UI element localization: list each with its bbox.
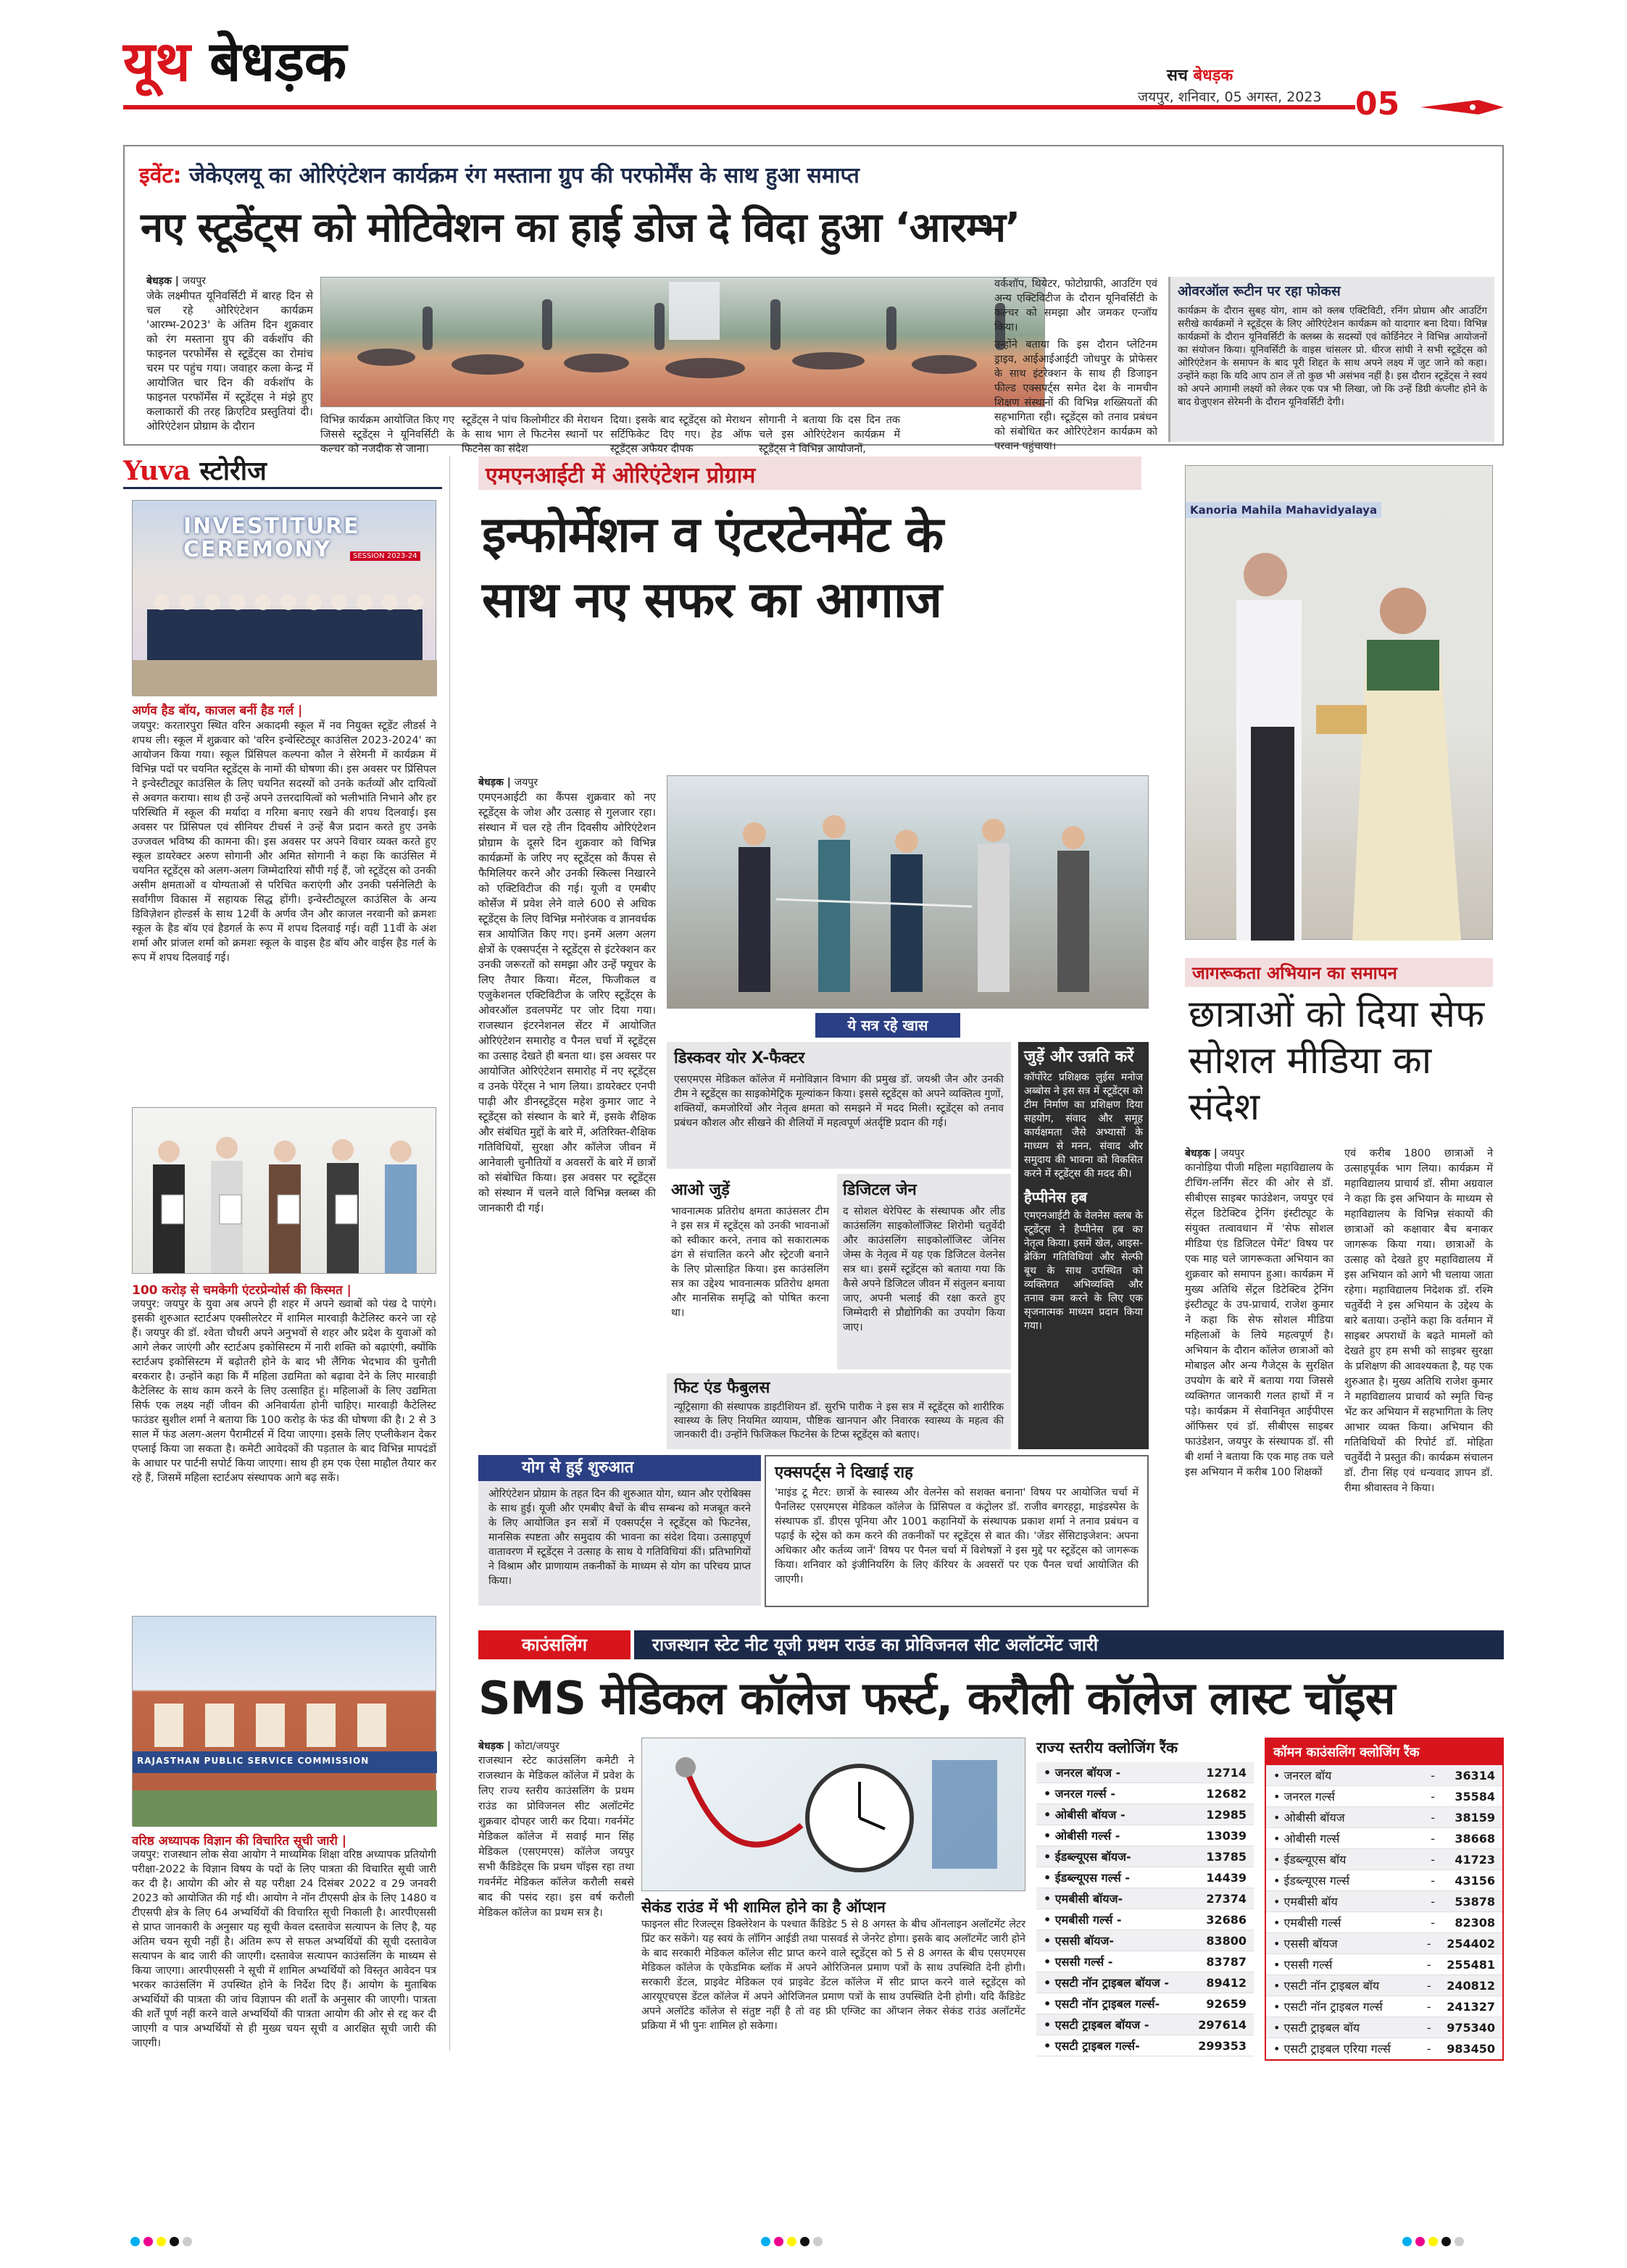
state-rank-row — [1036, 1804, 1254, 1825]
category: • एसटी ट्राइबल गर्ल्स- — [1044, 2039, 1140, 2053]
brand-word-1: यूथ — [123, 29, 191, 93]
common-rank-row — [1266, 2038, 1502, 2059]
neet-byline-paper: बेधड़क — [478, 1740, 504, 1752]
happiness-text: एमएनआईटी के वेलनेस क्लब के स्टूडेंट्स ने हैप्पीनेस हब का नेतृत्व किया। इसमें खेल, आइस-ब्रेकिंग गतिविधियां और सेल्फी बूथ के साथ उपस्थित को व्यक्तिगत अभिव्यक्ति और तनाव कम करने के लिए एक सृजनात्मक माध्यम प्रदान किया गया। — [1024, 1210, 1143, 1332]
masthead-rule — [123, 105, 1355, 109]
closing-rank: 240812 — [1447, 1978, 1495, 1993]
category: • एससी गर्ल्स - — [1044, 1955, 1113, 1969]
story-2-title: 100 करोड़ से चमकेगी एंटरप्रेन्योर्स की किस्मत | — [132, 1283, 351, 1298]
common-rank-row — [1266, 1954, 1502, 1975]
join-grow-box — [1018, 1042, 1149, 1449]
black-dot — [170, 2237, 179, 2246]
join-grow-title: जुड़ें और उन्नति करें — [1024, 1048, 1134, 1066]
fit-title: फिट एंड फैबुलस — [674, 1379, 770, 1397]
join-grow-text: कॉर्पोरेट प्रशिक्षक लुईस मनोज अब्बोस ने इस सत्र में स्टूडेंट्स को टीम निर्माण का प्रशिक्षण दिया सहयोग, संवाद और समूह कार्यक्षमता जैसे अभ्यासों के माध्यम से मनन, संवाद और समुदाय की भावना को विकसित करने में स्टूडेंट्स की मदद की। — [1024, 1072, 1143, 1180]
common-rank-row — [1266, 1975, 1502, 1996]
category: • एसटी नॉन ट्राइबल बॉयज - — [1044, 1976, 1169, 1990]
yuva-stories — [123, 456, 442, 2072]
mnit-headline-line-2: साथ नए सफर का आगाज — [482, 572, 941, 629]
common-rank-row — [1266, 1807, 1502, 1828]
mnit-kicker: एमएनआईटी में ओरिएंटेशन प्रोग्राम — [478, 456, 1141, 490]
magenta-dot — [143, 2237, 153, 2246]
cyan-dot — [1402, 2237, 1412, 2246]
grey-dot — [1455, 2237, 1464, 2246]
digital-gen-box — [837, 1174, 1011, 1369]
category: • ईडब्ल्यूएस गर्ल्स — [1273, 1874, 1350, 1888]
yuva-label-en: Yuva — [123, 456, 191, 486]
col-4: दिया। इसके बाद स्टूडेंट्स को मेराथन सर्टिफिकेट दिए गए। हेड ऑफ स्टूडेंट्स अफेयर दीपक — [610, 414, 752, 455]
category: • एससी बॉयज- — [1044, 1934, 1115, 1948]
closing-rank: 89412 — [1206, 1975, 1247, 1990]
story-kanoria — [1167, 456, 1504, 1612]
category: • ओबीसी बॉयज — [1273, 1811, 1345, 1825]
happiness-title: हैप्पीनेस हब — [1024, 1188, 1087, 1206]
closing-rank: 92659 — [1206, 1996, 1247, 2011]
story-jklu — [123, 145, 1504, 455]
neet-band: राजस्थान स्टेट नीट यूजी प्रथम राउंड का प्रोविजनल सीट अलॉटमेंट जारी — [634, 1630, 1504, 1659]
category: • एसटी नॉन ट्राइबल गर्ल्स — [1273, 2000, 1383, 2014]
registration-marks-center — [761, 2235, 826, 2249]
kanoria-sign: Kanoria Mahila Mahavidyalaya — [1186, 502, 1381, 518]
second-round-title: सेकंड राउंड में भी शामिल होने का है ऑप्शन — [641, 1898, 886, 1916]
byline-paper: बेधड़क — [146, 275, 172, 287]
separator: - — [1426, 1978, 1431, 1993]
common-rank-row — [1266, 1933, 1502, 1954]
closing-rank: 83800 — [1206, 1933, 1247, 1948]
closing-rank: 255481 — [1447, 1957, 1495, 1972]
state-rank-row — [1036, 1867, 1254, 1888]
mnit-photo — [667, 775, 1149, 1009]
separator: - — [1431, 1768, 1436, 1783]
x-factor-box — [667, 1042, 1011, 1169]
category: • ओबीसी गर्ल्स — [1273, 1832, 1340, 1846]
story-1-title: अर्णव हैड बॉय, काजल बनीं हैड गर्ल | — [132, 704, 303, 718]
kanoria-byline-city: जयपुर — [1220, 1148, 1244, 1159]
closing-rank: 254402 — [1447, 1936, 1495, 1951]
join-title: आओ जुड़ें — [671, 1181, 730, 1199]
x-factor-title: डिस्कवर योर X-फैक्टर — [674, 1049, 805, 1067]
closing-rank: 983450 — [1447, 2041, 1495, 2056]
col-2: विभिन्न कार्यक्रम आयोजित किए गए जिससे स्टूडेंट्स ने यूनिवर्सिटी के कल्चर को नजदीक से जाना। — [320, 414, 454, 455]
cyan-dot — [130, 2237, 140, 2246]
story-mnit — [460, 456, 1156, 1587]
closing-rank: 975340 — [1447, 2020, 1495, 2035]
session-label: SESSION 2023-24 — [350, 551, 420, 561]
category: • जनरल गर्ल्स — [1273, 1790, 1335, 1804]
common-rank-row — [1266, 1765, 1502, 1786]
separator: - — [1426, 2041, 1431, 2056]
neet-byline-city: कोटा/जयपुर — [514, 1740, 559, 1752]
story-2-text: जयपुर: जयपुर के युवा अब अपने ही शहर में अपने ख्वाबों को पंख दे पाएंगे। इसकी शुरुआत स्टार्टअप एक्सीलरेटर में शामिल मारवाड़ी कैटेलिस्ट करने जा रहे हैं। जयपुर की डॉ. श्वेता चौधरी अपने अनुभवों से शहर और प्रदेश के युवाओं को आगे लेकर जाएंगी और स्टार्टअप इकोसिस्टम में नारी शक्ति को बढ़ाएंगी, क्योंकि स्टार्टअप इकोसिस्टम में बढ़ोतरी होने के बाद भी लैंगिक भेदभाव की चुनौती बरकरार है। उन्होंने कहा कि मैं महिला उद्यमिता को बढ़ावा देने के लिए मारवाड़ी कैटेलिस्ट के साथ काम करने के लिए उत्साहित हूं। महिलाओं के लिए उद्यमिता सिर्फ एक लक्ष्य नहीं जीवन की अनिवार्यता होनी चाहिए। मारवाड़ी कैटेलिस्ट फाउंडर सुशील शर्मा ने बताया कि 100 करोड़ के फंड की घोषणा की है। 2 से 3 साल में फंड अलग-अलग पैरामीटर्स में दिया जाएगा। इसके लिए एप्लीकेशन देकर एप्लाई किया जा सकता है। कमेटी आवेदकों की पड़ताल के बाद विभिन्न मापदंडों के आधार पर पार्टनी सपोर्ट किया जाएगा। साथ ही हम एक ऐसा माहौल तैयार कर रहे हैं, जिसमें महिला स्टार्टअप संस्थापक आगे बढ़ सकें। — [132, 1298, 436, 1484]
state-rank-rows — [1036, 1762, 1254, 2056]
category: • एससी बॉयज — [1273, 1937, 1338, 1951]
category: • ओबीसी गर्ल्स - — [1044, 1829, 1120, 1843]
closing-rank: 12682 — [1206, 1786, 1247, 1801]
closing-rank: 32686 — [1206, 1912, 1247, 1927]
state-rank-row — [1036, 1972, 1254, 1993]
rpsc-photo — [132, 1616, 436, 1826]
col-6a: वर्कशॉप, थियेटर, फोटोग्राफी, आउटिंग एवं अन्य एक्टिविटीज के दौरान यूनिवर्सिटी के कल्चर को समझा और जमकर एन्जॉय किया। — [994, 278, 1157, 333]
col-5: सोगानी ने बताया कि दस दिन तक चले इस ओरिएंटेशन कार्यक्रम में स्टूडेंट्स ने विभिन्न आयोजनों, — [759, 414, 900, 455]
separator: - — [1426, 2020, 1431, 2035]
separator: - — [1426, 1999, 1431, 2014]
brand-word-2: बेधड़क — [209, 29, 347, 93]
magenta-dot — [774, 2237, 783, 2246]
col-6 — [994, 277, 1157, 452]
category: • ईडब्ल्यूएस बॉयज- — [1044, 1850, 1131, 1864]
registration-marks-left — [130, 2235, 196, 2249]
black-dot — [800, 2237, 810, 2246]
kanoria-headline: छात्राओं को दिया सेफ सोशल मीडिया का संदेश — [1189, 993, 1485, 1129]
separator: - — [1426, 1957, 1431, 1972]
closing-rank: 36314 — [1455, 1768, 1495, 1783]
byline-city: जयपुर — [182, 275, 206, 287]
mnit-headline-line-1: इन्फोर्मेशन व एंटरटेनमेंट के — [482, 506, 944, 564]
tag-word-1: सच — [1167, 67, 1188, 85]
stethoscope-photo — [641, 1738, 1025, 1891]
yellow-dot — [157, 2237, 166, 2246]
col-6b: उन्होंने बताया कि इस दौरान प्लेटिनम ड्राइव, आईआईआईटी जोधपुर के प्रोफेसर के साथ इंटरेक्शन के साथ ही डिजाइन फील्ड एक्सपर्ट्स समेत देश के नामचीन शिक्षण संस्थानों की विभिन्न शख्सियतों की सहभागिता रही। स्टूडेंट्स को तनाव प्रबंधन को संबोधित कर ओरिएंटेशन कार्यक्रम को परवान पहुंचाया। — [994, 339, 1157, 452]
rpsc-signboard: RAJASTHAN PUBLIC SERVICE COMMISSION — [137, 1756, 370, 1766]
kicker — [139, 159, 860, 189]
yuva-label — [123, 456, 442, 486]
separator: - — [1431, 1810, 1436, 1825]
neet-col-1: राजस्थान स्टेट काउंसलिंग कमेटी ने राजस्थान के मेडिकल कॉलेज में प्रवेश के लिए राज्य स्तरीय काउंसलिंग के प्रथम राउंड का प्रोविजनल सीट अलॉटमेंट शुक्रवार दोपहर जारी कर दिया। गवर्नमेंट मेडिकल कॉलेज में सवाई मान सिंह मेडिकल (एसएमएस) कॉलेज जयपुर सभी कैंडिडेट्स कि प्रथम चॉइस रहा तथा गवर्नमेंट मेडिकल कॉलेज करौली सबसे बाद की पसंद रहा। इस वर्ष करौली मेडिकल कॉलेज का प्रथम सत्र है। — [478, 1755, 634, 1919]
yoga-title: योग से हुई शुरुआत — [478, 1455, 761, 1481]
kanoria-photo — [1185, 465, 1493, 940]
rpsc-building — [133, 1617, 437, 1827]
join-text: भावनात्मक प्रतिरोध क्षमता काउंसलर टीम ने इस सत्र में स्टूडेंट्स को उनकी भावनाओं को स्वीकार करने, तनाव को सकारात्मक ढंग से संचालित करने और स्ट्रेटजी बनाने के लिए प्रोत्साहित किया। इस काउंसलिंग सत्र का उद्देश्य भावनात्मक प्रतिरोध क्षमता और मानसिक समृद्धि को पोषित करना था। — [671, 1206, 829, 1319]
state-rank-row — [1036, 2035, 1254, 2056]
closing-rank: 241327 — [1447, 1999, 1495, 2014]
pen-nib-icon — [1420, 99, 1504, 116]
routine-box — [1168, 277, 1494, 442]
separator: - — [1431, 1789, 1436, 1804]
col-1: जेके लक्ष्मीपत यूनिवर्सिटी में बारह दिन से चल रहे ओरिएंटेशन कार्यक्रम 'आरम्भ-2023' के अंतिम दिन शुक्रवार को रंग मस्ताना ग्रुप की वर्कशॉप की फाइनल परफोर्मेंस से स्टूडेंट्स का रोमांच चरम पर पहुंच गया। जवाहर कला केन्द्र में आयोजित चार दिन की वर्कशॉप के फाइनल परफॉर्मेंस में स्टूडेंट्स ने मंझे हुए कलाकारों की तरह क्रिएटिव प्रस्तुतियां दी। ओरिएंटेशन प्रोग्राम के दौरान — [146, 289, 313, 433]
separator: - — [1431, 1915, 1436, 1930]
state-rank-row — [1036, 1930, 1254, 1951]
separator: - — [1431, 1894, 1436, 1909]
story-neet — [460, 1630, 1504, 2087]
registration-marks-right — [1402, 2235, 1468, 2249]
routine-box-title: ओवरऑल रूटीन पर रहा फोकस — [1178, 283, 1341, 299]
second-round-text: फाइनल सीट रिजल्ट्स डिक्लेरेशन के पश्चात कैंडिडेट 5 से 8 अगस्त के बीच ऑनलाइन अलॉटमेंट लेटर प्रिंट कर सकेंगे। यह स्वयं के लॉगिन आईडी तथा पासवर्ड से जेनरेट होगा। इसके बाद अलॉटमेंट जारी होने के बाद सरकारी मेडिकल कॉलेज सीट प्राप्त करने वाले स्टूडेंट्स को 5 से 8 अगस्त के बीच एसएमएस मेडिकल कॉलेज के एकेडमिक ब्लॉक में अपने ओरिजिनल प्रमाण पत्रों के साथ उपस्थिति देनी होगी। सरकारी डेंटल, प्राइवेट मेडिकल एवं प्राइवेट डेंटल कॉलेज में सीट प्राप्त करने वाले स्टूडेंट्स को आरयूएचएस डेंटल कॉलेज में अपने ओरिजिनल प्रमाण पत्रों के साथ उपस्थिति देनी होगी। यदि कैंडिडेट अपने अलॉटेड कॉलेज से संतुष्ट नहीं है तो वह फ्री एग्जिट का ऑप्शन लेकर सेकंड राउंड अलॉटमेंट प्रक्रिया में भी पुनः शामिल हो सकेगा। — [641, 1919, 1025, 2032]
mnit-main-text: एमएनआईटी का कैंपस शुक्रवार को नए स्टूडेंट्स के जोश और उत्साह से गुलजार रहा। संस्थान में चल रहे तीन दिवसीय ओरिएंटेशन प्रोग्राम के दूसरे दिन शुक्रवार को विभिन्न कार्यक्रमों के जरिए नए स्टूडेंट्स को कैंपस से फैमिलियर करने और उनकी स्किल्स निखारने को एक्टिविटीज की गई। यूजी व एमबीए कोर्सेज में प्रवेश लेने वाले 600 से अधिक स्टूडेंट्स के लिए विभिन्न मनोरंजक व ज्ञानवर्धक सत्र आयोजित किए गए। इनमें अलग अलग क्षेत्रों के एक्सपर्ट्स ने स्टूडेंट्स से इंटरेक्शन कर उनकी जरूरतों को समझा और उन्हें फ्यूचर के लिए तैयार किया। मेंटल, फिजीकल व एजुकेशनल एक्टिविटीज के जरिए स्टूडेंट्स के ओवरऑल डवलपमेंट पर जोर दिया गया। राजस्थान इंटरनेशनल सेंटर में आयोजित ओरिएंटेशन समारोह व पैनल चर्चा में स्टूडेंट्स का उत्साह देखते ही बनता था। इस अवसर पर आयोजित ओरिएंटेशन समारोह में नए स्टूडेंट्स व उनके पेरेंट्स ने भाग लिया। डायरेक्टर एनपी पाढ़ी और डीनस्टूडेंट्स महेश कुमार जाट ने स्टूडेंट्स को संस्थान के बारे में, इसके शैक्षिक और संबंधित मुद्दों के बारे में, अतिरिक्त-शैक्षिक गतिविधियों, सुरक्षा और कॉलेज जीवन में आनेवाली चुनौतियों व अवसरों के बारे में छात्रों को संबोधित किया। इस अवसर पर स्टूडेंट्स को संस्थान में चलने वाले विभिन्न क्लब्स की जानकारी दी गई। — [478, 791, 656, 1214]
closing-rank: 53878 — [1455, 1894, 1495, 1909]
experts-box — [765, 1455, 1149, 1607]
magenta-dot — [1415, 2237, 1425, 2246]
closing-rank: 299353 — [1198, 2038, 1247, 2053]
category: • एसटी नॉन ट्राइबल बॉय — [1273, 1979, 1380, 1993]
common-rank-rows — [1266, 1765, 1502, 2059]
headline: नए स्टूडेंट्स को मोटिवेशन का हाई डोज दे विदा हुआ ‘आरम्भ’ — [141, 204, 1020, 251]
closing-rank: 82308 — [1455, 1915, 1495, 1930]
kanoria-byline: बेधड़क | जयपुर — [1185, 1148, 1244, 1159]
grey-dot — [813, 2237, 823, 2246]
category: • ओबीसी बॉयज - — [1044, 1808, 1125, 1822]
common-rank-row — [1266, 2017, 1502, 2038]
common-rank-row — [1266, 1912, 1502, 1933]
closing-rank: 38668 — [1455, 1831, 1495, 1846]
common-rank-title: कॉमन काउंसलिंग क्लोजिंग रैंक — [1266, 1739, 1502, 1765]
x-factor-text: एसएमएस मेडिकल कॉलेज में मनोविज्ञान विभाग की प्रमुख डॉ. जयश्री जैन और उनकी टीम ने स्टूडेंट्स का साइकोमेट्रिक मूल्यांकन किया। इससे स्टूडेंट्स को अपने व्यक्तित्व गुणों, शक्तियों, कमजोरियों और नेतृत्व क्षमता को समझने में मदद मिली। स्टूडेंट्स को तनाव प्रबंधन कौशल और सीखने की शैलियों में महत्वपूर्ण अंतर्दृष्टि प्रदान की गई। — [674, 1074, 1004, 1129]
grey-dot — [183, 2237, 192, 2246]
category: • एमबीसी गर्ल्स — [1273, 1916, 1341, 1930]
masthead-tagline — [1167, 64, 1233, 86]
state-rank-row — [1036, 2014, 1254, 2035]
category: • जनरल बॉयज - — [1044, 1766, 1121, 1780]
yuva-label-hi: स्टोरीज — [199, 456, 267, 486]
category: • एसटी ट्राइबल बॉय — [1273, 2021, 1360, 2035]
closing-rank: 14439 — [1206, 1870, 1247, 1885]
kanoria-col-2: एवं करीब 1800 छात्राओं ने उत्साहपूर्वक भाग लिया। कार्यक्रम में महाविद्यालय प्राचार्य डॉ. सीमा अग्रवाल ने कहा कि इस अभियान के माध्यम से महाविद्यालय के विभिन्न संकायों की छात्राओं को कक्षावार बैच बनाकर जागरूक किया गया। छात्राओं के उत्साह को देखते हुए महाविद्यालय में इस अभियान को आगे भी चलाया जाता रहेगा। महाविद्यालय निदेशक डॉ. रश्मि चतुर्वेदी ने इस अभियान के उद्देश्य के बारे बताया। उन्होंने कहा कि वर्तमान में साइबर अपराधों के बढ़ते मामलों को देखते हुए हम सभी को साइबर सुरक्षा के प्रशिक्षण की आवश्यकता है, यह एक शुरुआत है। मुख्य अतिथि राजेश कुमार ने महाविद्यालय प्राचार्य को स्मृति चिन्ह भेंट कर अभियान में सहभागिता के लिए आभार व्यक्त किया। अभियान की गतिविधियों की रिपोर्ट डॉ. मोहिता चतुर्वेदी ने प्रस्तुत की। कार्यक्रम संचालन डॉ. टीना सिंह एवं धन्यवाद ज्ञापन डॉ. रीमा श्रीवास्तव ने किया। — [1344, 1148, 1493, 1494]
mnit-byline-city: जयपुर — [514, 777, 538, 788]
entrepreneurs-photo — [132, 1107, 436, 1274]
separator: - — [1431, 1831, 1436, 1846]
mnit-byline-paper: बेधड़क — [478, 777, 504, 788]
closing-rank: 43156 — [1455, 1873, 1495, 1888]
closing-rank: 13039 — [1206, 1828, 1247, 1843]
state-rank-row — [1036, 1993, 1254, 2014]
join-box — [667, 1174, 833, 1384]
category: • जनरल बॉय — [1273, 1769, 1332, 1783]
state-rank-title: राज्य स्तरीय क्लोजिंग रैंक — [1036, 1739, 1178, 1756]
closing-rank: 12985 — [1206, 1807, 1247, 1822]
state-rank-row — [1036, 1846, 1254, 1867]
byline: बेधड़क | जयपुर — [146, 275, 206, 287]
experts-text: 'माइंड टू मैटर: छात्रों के स्वास्थ्य और वेलनेस को सशक्त बनाना' विषय पर आयोजित चर्चा में पैनलिस्ट एसएमएस मेडिकल कॉलेज के प्रिंसिपल व कंट्रोलर डॉ. राजीव बगरहट्टा, माइंडस्पेस के संस्थापक डॉ. डीएस पूनिया और 1001 कहानियों के संस्थापक प्रकाश शर्मा ने तनाव प्रबंधन व पढ़ाई के स्ट्रेस को कम करने की तकनीकों पर स्टूडेंट्स से बात की। 'जेंडर सेंसिटाइजेशन: अपना अधिकार और कर्तव्य जानें' विषय पर पैनल चर्चा में विशेषज्ञों ने इस मुद्दे पर स्टूडेंट्स को जागरूक किया। शनिवार को इंजीनियरिंग के लिए कॅरियर के अवसरों पर एक पैनल चर्चा आयोजित की जाएगी। — [775, 1487, 1139, 1585]
panel-members — [133, 1108, 437, 1275]
yellow-dot — [787, 2237, 796, 2246]
experts-title: एक्सपर्ट्स ने दिखाई राह — [775, 1464, 913, 1482]
closing-rank: 13785 — [1206, 1849, 1247, 1864]
brand-logo — [123, 29, 346, 94]
digital-gen-title: डिजिटल जेन — [843, 1181, 917, 1199]
common-rank-row — [1266, 1786, 1502, 1807]
kanoria-people — [1186, 466, 1494, 941]
fit-text: न्यूट्रिसागा की संस्थापक डाइटीशियन डॉ. सुरभि पारीक ने इस सत्र में स्टूडेंट्स को शारीरिक स्वास्थ्य के लिए नियमित व्यायाम, पौष्टिक खानपान और निवारक स्वास्थ्य के महत्व की जानकारी दी। उन्होंने फिजिकल फिटनेस के टिप्स स्टूडेंट्स को बताए। — [674, 1401, 1004, 1441]
closing-rank: 27374 — [1206, 1891, 1247, 1906]
yuva-rule — [123, 487, 442, 489]
common-rank-row — [1266, 1870, 1502, 1891]
state-rank-row — [1036, 1909, 1254, 1930]
story-3-title: वरिष्ठ अध्यापक विज्ञान की विचारित सूची जारी | — [132, 1834, 347, 1848]
people-silhouettes — [321, 278, 1046, 408]
yoga-text: ओरिएंटेशन प्रोग्राम के तहत दिन की शुरुआत योग, ध्यान और एरोबिक्स के साथ हुई। यूजी और एमबीए बैचों के बीच सम्बन्ध को मजबूत करने के लिए आयोजित इन सत्रों में एक्सपर्ट्स ने स्टूडेंट्स को फिटनेस, मानसिक स्पष्टता और समुदाय की भावना का संदेश दिया। उत्साहपूर्ण वातावरण में स्टूडेंट्स ने उत्साह के साथ ये गतिविधियां कीं। प्रतिभागियों ने विश्राम और प्राणायाम तकनीकों के माध्यम से योग का परिचय प्राप्त किया। — [488, 1488, 751, 1587]
neet-tag: काउंसलिंग — [478, 1630, 631, 1659]
state-rank-row — [1036, 1762, 1254, 1783]
category: • ईडब्ल्यूएस गर्ल्स - — [1044, 1871, 1131, 1885]
category: • ईडब्ल्यूएस बॉय — [1273, 1853, 1347, 1867]
separator: - — [1426, 1936, 1431, 1951]
page-number: 05 — [1355, 86, 1400, 122]
kicker-label: इवेंट: — [139, 163, 182, 188]
neet-headline: SMS मेडिकल कॉलेज फर्स्ट, करौली कॉलेज लास्ट चॉइस — [478, 1672, 1395, 1725]
stethoscope-clock — [642, 1738, 1026, 1892]
neet-byline: बेधड़क | कोटा/जयपुर — [478, 1740, 559, 1752]
mnit-byline: बेधड़क | जयपुर — [478, 777, 538, 788]
closing-rank: 83787 — [1206, 1954, 1247, 1969]
yoga-box — [478, 1481, 761, 1606]
state-rank-table — [1036, 1738, 1254, 2056]
black-dot — [1441, 2237, 1451, 2246]
col-3: स्टूडेंट्स ने पांच किलोमीटर की मेराथन के साथ भाग ले फिटनेस स्थानों पर फिटनेस का संदेश — [462, 414, 603, 455]
category: • एमबीसी बॉय — [1273, 1895, 1338, 1909]
masthead — [123, 29, 1522, 138]
state-rank-row — [1036, 1951, 1254, 1972]
common-rank-row — [1266, 1891, 1502, 1912]
state-rank-row — [1036, 1783, 1254, 1804]
closing-rank: 41723 — [1455, 1852, 1495, 1867]
category: • एमबीसी गर्ल्स - — [1044, 1913, 1122, 1927]
closing-rank: 297614 — [1198, 2017, 1247, 2032]
story-1-text: जयपुर: करतारपुरा स्थित वरिन अकादमी स्कूल में नव नियुक्त स्टूडेंट लीडर्स ने शपथ ली। स्कूल में शुक्रवार को 'वरिन इन्वेस्टिट्यूर काउंसिल 2023-2024' का आयोजन किया गया। स्कूल प्रिंसिपल कल्पना कौल ने सेरेमनी में कार्यक्रम में विभिन्न पदों पर चयनित स्टूडेंट्स के नामों की घोषणा की। इस अवसर पर प्रिंसिपल ने इन्वेस्टीट्यूर काउंसिल के लिए चयनित सदस्यों को उनके कर्तव्यों और दायित्वों से अवगत कराया। साथ ही उन्हें अपने उत्तरदायित्वों को भलीभांति निभाने और हर परिस्थिति में स्कूल की मर्यादा व गरिमा बनाए रखने की शपथ दिलवाई। इस अवसर पर प्रिंसिपल एवं सीनियर टीचर्स ने उन्हें बैज प्रदान करते हुए उनके उज्जवल भविष्य की कामना की। इस अवसर पर अपने विचार व्यक्त करते हुए स्कूल डायरेक्टर अरुण सोगानी और अमित सोगानी ने कहा कि काउंसिल में चयनित स्टूडेंट्स को अलग-अलग जिम्मेदारियां सौंपी गई हैं, जो स्टूडेंट्स को उनकी असीम क्षमताओं व योग्यताओं से परिचित कराएंगी और उनकी पर्सनेलिटी के सर्वांगीण विकास में सहायक सिद्ध होंगी। इन्वेस्टीट्यूरल काउंसिल के अन्य डिविज़ेशन होल्डर्स के साथ 12वीं के अर्णव जैन और काजल नरवानी को क्रमशः स्कूल के हैड बॉय एवं हैडगर्ल के रूप में शपथ दिलवाई गई। वहीं 11वीं के अंश शर्मा और प्रांजल शर्मा को क्रमशः स्कूल के वाइस हैड बॉय और वाईस हैड गर्ल के रूप में शपथ दिलवाई गई। — [132, 720, 436, 964]
routine-box-text: कार्यक्रम के दौरान सुबह योग, शाम को क्लब एक्टिविटी, रनिंग प्रोग्राम और आउटिंग सरीखे कार्यक्रमों ने स्टूडेंट्स के लिए ओरिएंटेशन कार्यक्रम को यादगार बना दिया। विभिन्न कार्यक्रमों के दौरान यूनिवर्सिटी के क्लब्स के सदस्यों एवं कोर्डिनेटर ने विभिन्न आयोजनों का संयोजन किया। यूनिवर्सिटी के वाइस चांसलर प्रो. धीरज सांघी ने सभी स्टूडेंट्स को ओरिएंटेशन के समापन के बाद पूरी शिद्दत के साथ अपने लक्ष्य में जुट जाने को कहा। उन्होंने कहा कि यदि आप ठान लें तो कुछ भी असंभव नहीं है। इस दौरान स्टूडेंट्स ने स्वयं को अपने आगामी लक्ष्यों को लेकर एक पत्र भी लिखा, जो कि उन्हें डिग्री कंप्लीट होने के बाद ग्रेजुएशन सेरेमनी के दौरान यूनिवर्सिटी देगी। — [1178, 305, 1487, 408]
category: • एससी गर्ल्स — [1273, 1958, 1333, 1972]
category: • एसटी ट्राइबल एरिया गर्ल्स — [1273, 2042, 1391, 2056]
kicker-text: जेकेएलयू का ओरिएंटेशन कार्यक्रम रंग मस्ताना ग्रुप की परफोर्मेंस के साथ हुआ समाप्त — [188, 163, 860, 188]
column-divider — [449, 456, 450, 2051]
fit-box — [667, 1373, 1011, 1449]
state-rank-row — [1036, 1888, 1254, 1909]
cyan-dot — [761, 2237, 770, 2246]
tag-word-2: बेधड़क — [1193, 67, 1233, 85]
closing-rank: 35584 — [1455, 1789, 1495, 1804]
jklu-photo — [320, 277, 1045, 407]
story-3-text: जयपुर: राजस्थान लोक सेवा आयोग ने माध्यमिक शिक्षा वरिष्ठ अध्यापक प्रतियोगी परीक्षा-2022 के विज्ञान विषय के पदों के लिए पात्रता की विचारित सूची जारी कर दी है। आयोग की ओर से यह परीक्षा 24 दिसंबर 2022 व 29 जनवरी 2023 को आयोजित की गई थी। आयोग ने नॉन टीएसपी क्षेत्र के लिए 1480 व टीएसपी क्षेत्र के लिए 64 अभ्यर्थियों की विचारित सूची निकाली है। आरपीएससी से प्राप्त जानकारी के अनुसार यह सूची केवल दस्तावेज सत्यापन के लिए है, यह अंतिम चयन सूची नहीं है। अंतिम रूप से सफल अभ्यर्थियों की सूची दस्तावेज सत्यापन के बाद जारी की जाएगी। दस्तावेज सत्यापन काउंसलिंग के माध्यम से किया जाएगा। आरपीएससी ने सूची में शामिल अभ्यर्थियों को विस्तृत आवेदन पत्र भरकर काउंसलिंग में उपस्थित होने के निर्देश दिए हैं। आयोग के मुताबिक अभ्यर्थियों की पात्रता की जांच विज्ञापन की शर्तों के अनुसार की जाएगी। पात्रता की शर्तें पूर्ण नहीं करने वाले अभ्यर्थियों की पात्रता आयोग की ओर से रद्द कर दी जाएगी व पात्र अभ्यर्थियों से ही मुख्य चयन सूची व आरक्षित सूची जारी की जाएगी। — [132, 1849, 436, 2049]
digital-gen-text: द सोशल थेरेपिस्ट के संस्थापक और लीड काउंसलिंग साइकोलॉजिस्ट शिरोमी चतुर्वेदी और काउंसलिंग साइकोलॉजिस्ट जेनिस जेम्स के नेतृत्व में यह एक डिजिटल वेलनेस सत्र था। इसमें स्टूडेंट्स को बताया गया कि कैसे अपने डिजिटल जीवन में संतुलन बनाया जाए, अपनी भलाई की रक्षा करते हुए जिम्मेदारी से प्रौद्योगिकी का उपयोग किया जाए। — [843, 1206, 1005, 1333]
separator: - — [1431, 1852, 1436, 1867]
investiture-photo — [132, 500, 436, 696]
sessions-label: ये सत्र रहे खास — [815, 1013, 960, 1038]
common-rank-row — [1266, 1849, 1502, 1870]
category: • एसटी नॉन ट्राइबल गर्ल्स- — [1044, 1997, 1160, 2011]
yellow-dot — [1428, 2237, 1438, 2246]
common-rank-row — [1266, 1828, 1502, 1849]
common-rank-row — [1266, 1996, 1502, 2017]
mnit-students — [667, 776, 1149, 1009]
separator: - — [1431, 1873, 1436, 1888]
category: • एसटी ट्राइबल बॉयज - — [1044, 2018, 1149, 2032]
investiture-banner: INVESTITURE CEREMONY — [183, 514, 360, 562]
kanoria-col-1: कानोड़िया पीजी महिला महाविद्यालय के टीचिंग-लर्निंग सेंटर की ओर से डॉ. सीबीएस साइबर फाउंडेशन, जयपुर एवं सेंट्रल डिटेक्टिव ट्रेनिंग इंस्टीट्यूट के संयुक्त तत्वावधान में 'सेफ सोशल मीडिया एंड डिजिटल पेमेंट' विषय पर एक माह चले जागरूकता अभियान का शुक्रवार को समापन हुआ। कार्यक्रम में मुख्य अतिथि सेंट्रल डिटेक्टिव ट्रेनिंग इंस्टीट्यूट के उप-प्राचार्य, राजेश कुमार ने कहा कि सेफ सोशल मीडिया महिलाओं के लिये महत्वपूर्ण है। अभियान के दौरान कॉलेज छात्राओं को मोबाइल और अन्य गैजेट्स के सुरक्षित उपयोग के बारे में बताया गया जिससे व्यक्तिगत जानकारी गलत हाथों में न पड़े। कार्यक्रम में सेवानिवृत आईपीएस ऑफिसर एवं डॉ. सीबीएस साइबर फाउंडेशन, जयपुर के संस्थापक डॉ. सी बी शर्मा ने बताया कि एक माह तक चले इस अभियान में करीब 100 शिक्षकों — [1185, 1162, 1333, 1478]
students-group — [133, 501, 437, 696]
dateline: जयपुर, शनिवार, 05 अगस्त, 2023 — [1138, 89, 1322, 105]
state-rank-row — [1036, 1825, 1254, 1846]
kanoria-byline-paper: बेधड़क — [1185, 1148, 1210, 1159]
closing-rank: 12714 — [1206, 1765, 1247, 1780]
closing-rank: 38159 — [1455, 1810, 1495, 1825]
category: • एमबीसी बॉयज- — [1044, 1892, 1123, 1906]
kanoria-kicker: जागरूकता अभियान का समापन — [1185, 958, 1493, 987]
category: • जनरल गर्ल्स - — [1044, 1787, 1115, 1801]
common-rank-table — [1265, 1738, 1504, 2061]
